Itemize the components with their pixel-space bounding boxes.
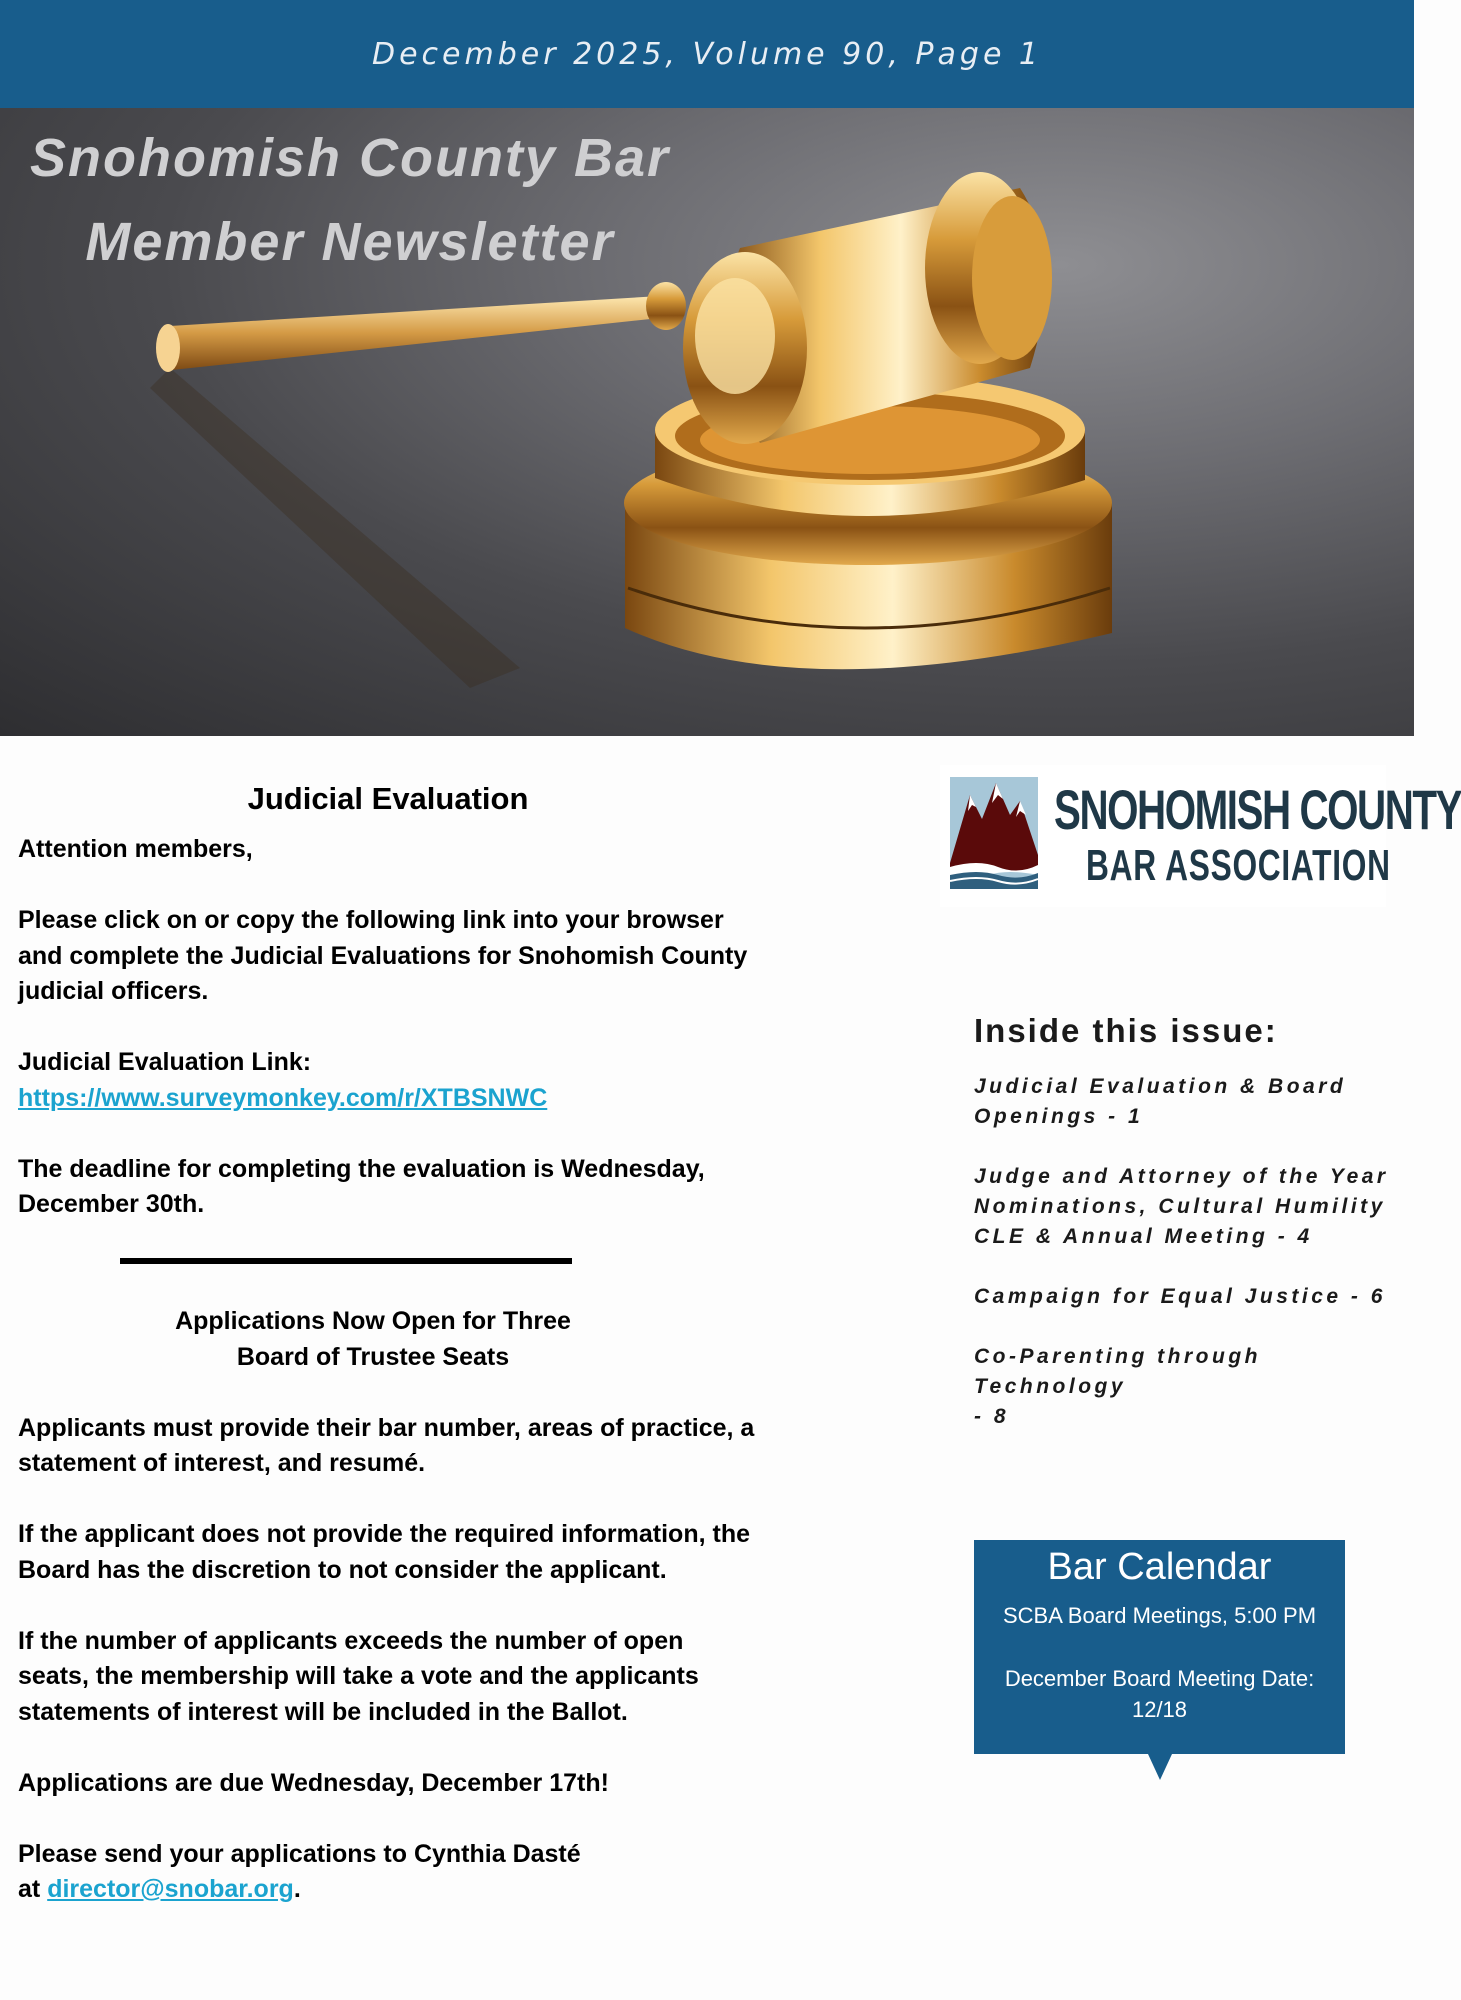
survey-link[interactable]: https://www.surveymonkey.com/r/XTBSNWC [18,1083,548,1112]
main-column [18,770,758,1943]
send-period: . [293,1875,301,1903]
trustee-seats-heading [0,1304,758,1375]
trustee-heading-line1: Applications Now Open for Three [175,1307,571,1335]
mountain-logo-icon [948,775,1048,893]
toc-item-text: Co-Parenting through Technology [974,1345,1261,1398]
toc-item: Judge and Attorney of the Year Nominations, Cultural Humility CLE & Annual Meeting - 4 [974,1165,1389,1248]
board-meeting-date: 12/18 [1131,1697,1188,1722]
board-discretion: If the applicant does not provide the required information, the Board has the discretion to not consider the applicant. [18,1520,750,1584]
inside-heading: Inside this issue: [974,1012,1278,1049]
bar-calendar-title: Bar Calendar [1047,1546,1272,1588]
board-meeting-time: SCBA Board Meetings, 5:00 PM [1002,1603,1317,1628]
toc-item: Campaign for Equal Justice - 6 [974,1285,1386,1308]
toc-item-page: - 8 [974,1405,1010,1428]
director-email-link[interactable]: director@snobar.org [47,1875,294,1903]
issue-header-bar [0,0,1414,108]
applicant-requirements: Applicants must provide their bar number, areas of practice, a statement of interest, and resumé. [18,1413,755,1477]
callout-tail [1148,1754,1172,1780]
evaluation-link-block [18,1045,758,1116]
evaluation-link-label: Judicial Evaluation Link: [18,1048,312,1076]
issue-line: December 2025, Volume 90, Page 1 [371,36,1043,72]
bar-calendar-box [974,1540,1345,1754]
logo-name-line1: SNOHOMISH COUNTY [1054,778,1461,841]
bar-association-logo [940,765,1461,907]
send-at: at [18,1875,48,1903]
applications-due: Applications are due Wednesday, December 17th! [18,1768,609,1797]
newsletter-title [0,116,700,284]
evaluation-instructions: Please click on or copy the following link into your browser and complete the Judicial Evaluations for Snohomish County judicial officers. [18,906,748,1005]
vote-process: If the number of applicants exceeds the number of open seats, the membership will take a vote and the applicants statements of interest will be included in the Ballot. [18,1626,699,1726]
trustee-heading-line2: Board of Trustee Seats [236,1342,510,1371]
inside-this-issue [974,1012,1394,1462]
newsletter-title-line2: Member Newsletter [85,212,615,272]
send-applications [18,1837,758,1908]
board-meeting-date-label: December Board Meeting Date: [1004,1666,1315,1691]
logo-name-line2: BAR ASSOCIATION [1086,841,1391,890]
toc-item [974,1342,1394,1432]
evaluation-deadline: The deadline for completing the evaluation is Wednesday, December 30th. [18,1154,705,1218]
section-divider [120,1258,572,1264]
toc-item: Judicial Evaluation & Board Openings - 1 [974,1075,1347,1128]
greeting: Attention members, [18,835,253,863]
hero-banner [0,108,1414,736]
judicial-evaluation-heading: Judicial Evaluation [247,781,529,816]
send-applications-text: Please send your applications to Cynthia Dasté [18,1839,581,1868]
newsletter-title-line1: Snohomish County Bar [29,128,670,188]
